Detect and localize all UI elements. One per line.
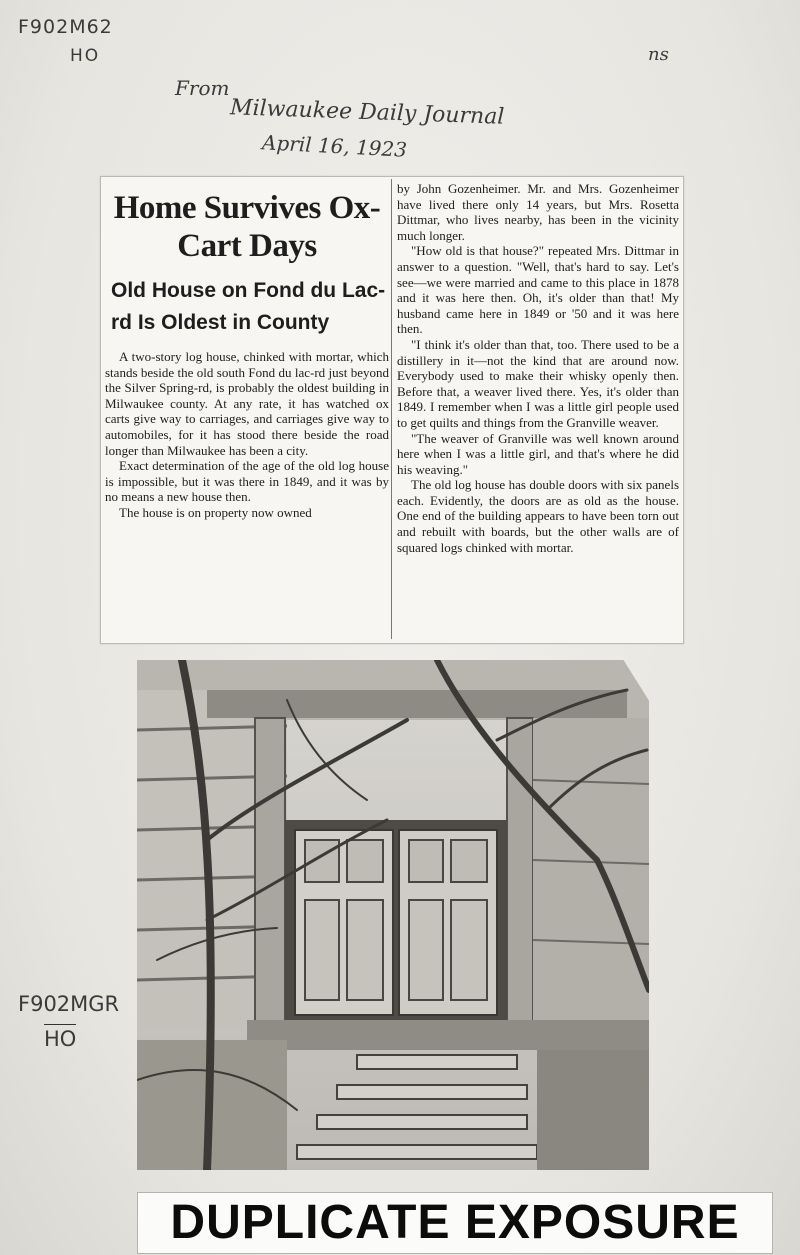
reference-code-top-suffix: HO: [70, 46, 101, 66]
paragraph: "How old is that house?" repeated Mrs. Dittmar in answer to a question. "Well, that's hard to say. Let's see—we were married and came to this place in 1878 and it was here then. Oh, it's older than that! My husband came here in 1849 or '50 and it was here then.: [397, 243, 679, 337]
column-rule: [391, 179, 392, 639]
paragraph: The old log house has double doors with six panels each. Evidently, the doors are as old as the house. One end of the building appears to have been torn out and rebuilt with boards, but the other walls are of squared logs chinked with mortar.: [397, 477, 679, 555]
source-date: April 16, 1923: [261, 130, 408, 162]
newspaper-clipping: [100, 176, 684, 644]
article-subheadline: Old House on Fond du Lac-rd Is Oldest in County: [111, 279, 386, 334]
paragraph-continued: by John Gozenheimer. Mr. and Mrs. Gozenheimer have lived there only 14 years, but Mrs. Rosetta Dittmar, who lives nearby, has been in the vicinity much longer.: [397, 181, 679, 243]
reference-code-side-suffix: HO: [44, 1024, 76, 1051]
corner-mark: ns: [648, 44, 669, 65]
paragraph: The house is on property now owned: [119, 504, 312, 520]
duplicate-exposure-label: DUPLICATE EXPOSURE: [137, 1192, 773, 1254]
article-headline: Home Survives Ox-Cart Days: [113, 190, 381, 264]
paragraph: "The weaver of Granville was well known around here when I was a little girl, and that's where he did his weaving.": [397, 430, 679, 477]
reference-code-side: F902MGR: [18, 992, 120, 1016]
right-column-body: [397, 181, 679, 555]
article-right-column: [397, 181, 679, 555]
double-doors: [285, 820, 507, 1020]
paragraph: A two-story log house, chinked with mortar, which stands beside the old south Fond du lac-rd just beyond the Silver Spring-rd, is probably the oldest building in Milwaukee county. At any rate, it has watched ox carts give way to carriages, and carriages give way to automobiles, for it has stood there beside the road longer than Milwaukee has been a city.: [105, 349, 389, 458]
source-publication: Milwaukee Daily Journal: [229, 95, 505, 130]
reference-code-top: F902M62: [18, 16, 113, 38]
paragraph: Exact determination of the age of the old log house is impossible, but it was there in 1849, and it was by no means a new house then.: [105, 458, 389, 505]
left-column-body: [105, 349, 389, 521]
log-house-photo: [137, 660, 649, 1170]
paragraph: "I think it's older than that, too. There used to be a distillery in it—not the kind that are around now. Everybody used to make their whisky openly then. Before that, a weaver lived there. Yes, it's older than 1849. I remember when I was a little girl people used to get quilts and things from the Granville weaver.: [397, 336, 679, 430]
article-left-column: [105, 181, 389, 521]
source-from: From: [175, 76, 230, 100]
photo-drawing: [137, 660, 649, 1170]
